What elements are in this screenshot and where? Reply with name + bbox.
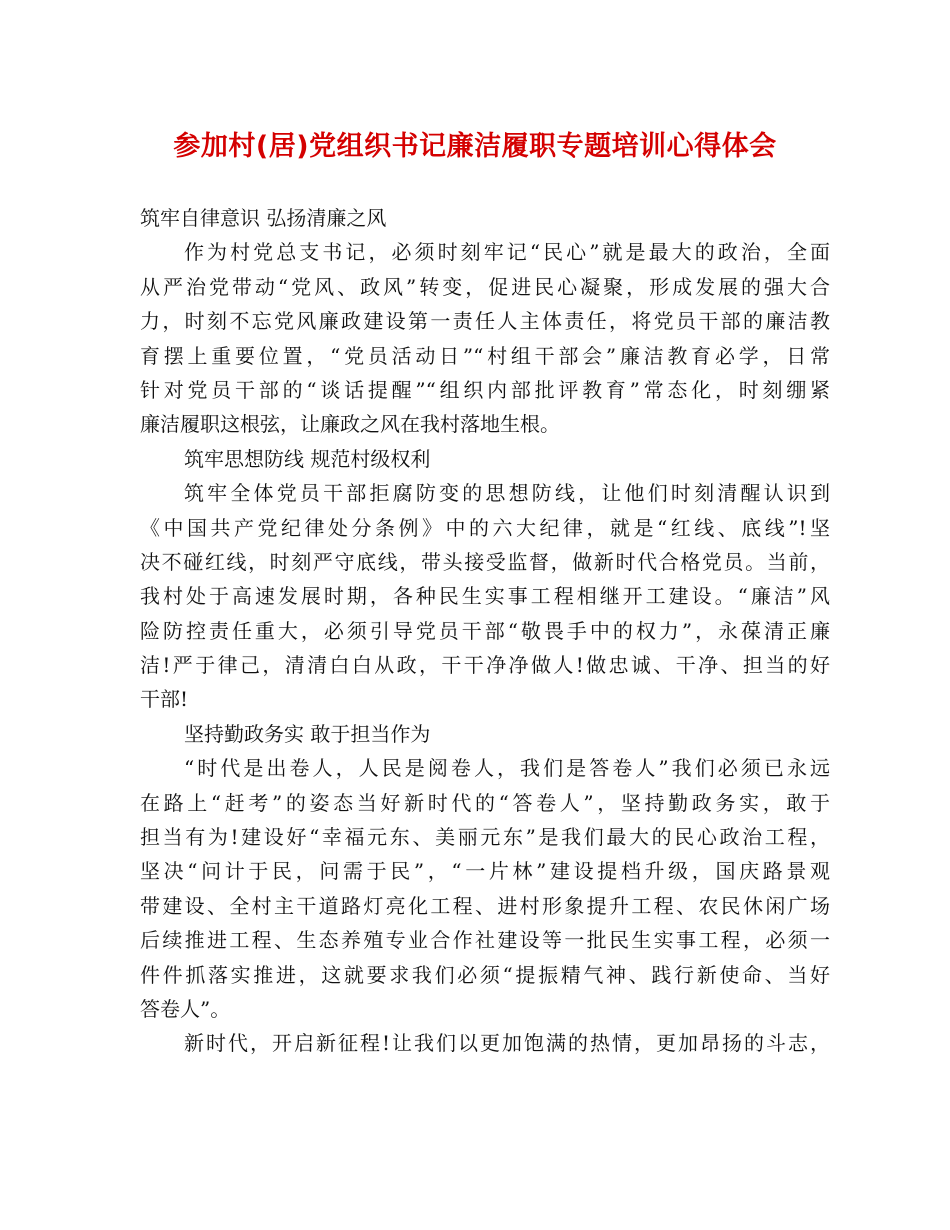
- paragraph-line: 我村处于高速发展时期，各种民生实事工程相继开工建设。“廉洁”风: [140, 584, 830, 609]
- paragraph-line: 从严治党带动“党风、政风”转变，促进民心凝聚，形成发展的强大合: [140, 274, 830, 299]
- paragraph-line: 件件抓落实推进，这就要求我们必须“提振精气神、践行新使命、当好: [140, 962, 830, 987]
- paragraph-line: 后续推进工程、生态养殖专业合作社建设等一批民生实事工程，必须一: [140, 928, 830, 953]
- paragraph-line: 针对党员干部的“谈话提醒”“组织内部批评教育”常态化，时刻绷紧: [140, 377, 830, 402]
- section-heading: 筑牢思想防线 规范村级权利: [184, 446, 431, 471]
- section-heading: 坚持勤政务实 敢于担当作为: [184, 721, 431, 746]
- paragraph-line: 廉洁履职这根弦，让廉政之风在我村落地生根。: [140, 412, 560, 437]
- section-heading: 筑牢自律意识 弘扬清廉之风: [140, 206, 387, 230]
- paragraph-line: 作为村党总支书记，必须时刻牢记“民心”就是最大的政治，全面: [184, 240, 830, 265]
- document-title: 参加村(居)党组织书记廉洁履职专题培训心得体会: [173, 131, 777, 162]
- paragraph-line: 在路上“赶考”的姿态当好新时代的“答卷人”，坚持勤政务实，敢于: [140, 790, 830, 815]
- paragraph-line: 险防控责任重大，必须引导党员干部“敬畏手中的权力”，永葆清正廉: [140, 618, 830, 643]
- paragraph-line: 决不碰红线，时刻严守底线，带头接受监督，做新时代合格党员。当前，: [140, 549, 830, 574]
- paragraph-line: 《中国共产党纪律处分条例》中的六大纪律，就是“红线、底线”!坚: [140, 515, 830, 540]
- paragraph-line: 担当有为!建设好“幸福元东、美丽元东”是我们最大的民心政治工程，: [140, 825, 830, 850]
- paragraph-line: 力，时刻不忘党风廉政建设第一责任人主体责任，将党员干部的廉洁教: [140, 309, 830, 334]
- paragraph-line: 育摆上重要位置，“党员活动日”“村组干部会”廉洁教育必学，日常: [140, 343, 830, 368]
- paragraph-line: 答卷人”。: [140, 996, 231, 1021]
- paragraph-line: 坚决“问计于民，问需于民”，“一片林”建设提档升级，国庆路景观: [140, 859, 830, 884]
- paragraph-line: 筑牢全体党员干部拒腐防变的思想防线，让他们时刻清醒认识到: [184, 481, 830, 506]
- paragraph-line: 洁!严于律己，清清白白从政，干干净净做人!做忠诚、干净、担当的好: [140, 653, 830, 678]
- paragraph-line: 带建设、全村主干道路灯亮化工程、进村形象提升工程、农民休闲广场: [140, 893, 830, 918]
- document-body: [140, 201, 830, 1061]
- paragraph-line: 干部!: [140, 687, 189, 712]
- paragraph-line: “时代是出卷人，人民是阅卷人，我们是答卷人”我们必须已永远: [184, 756, 830, 781]
- paragraph-line: 新时代，开启新征程!让我们以更加饱满的热情，更加昂扬的斗志，: [184, 1031, 830, 1056]
